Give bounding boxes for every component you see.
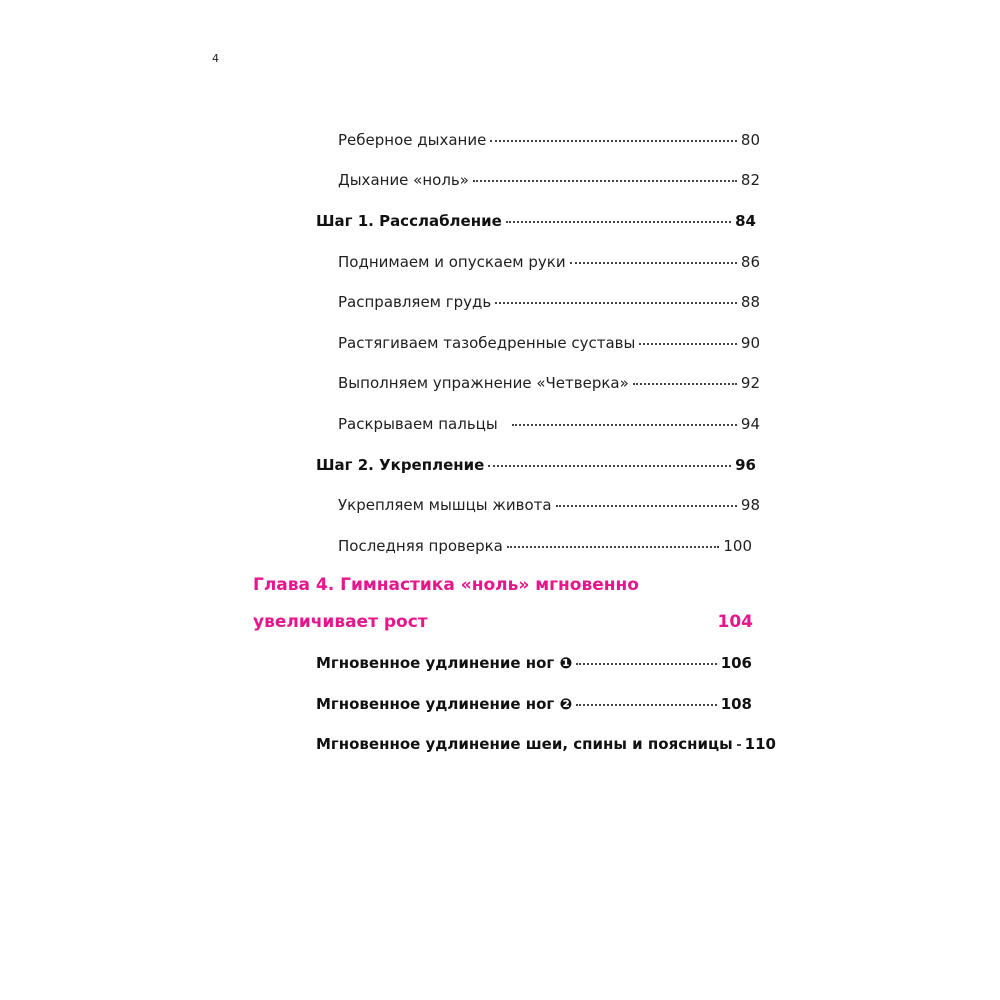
toc-entry-page: 80	[740, 131, 760, 149]
toc-entry[interactable]	[338, 534, 752, 558]
toc-entry[interactable]	[338, 331, 760, 355]
toc-entry-label: Дыхание «ноль»	[338, 171, 469, 189]
toc-entry-page: 90	[740, 334, 760, 352]
toc-entry-label: Мгновенное удлинение ног ❷	[316, 695, 573, 713]
toc-entry-label: Расправляем грудь	[338, 293, 492, 311]
chapter-title-line2: увеличивает рост	[253, 612, 428, 632]
toc-entry-label: Поднимаем и опускаем руки	[338, 253, 566, 271]
dot-leader	[512, 424, 737, 426]
chapter-page: 104	[717, 612, 753, 632]
toc-entry-page: 110	[744, 735, 776, 753]
toc-entry-label: Реберное дыхание	[338, 131, 487, 149]
toc-entry[interactable]	[316, 453, 756, 477]
dot-leader	[576, 663, 717, 665]
toc-entry[interactable]	[316, 209, 756, 233]
toc-entry-label: Мгновенное удлинение ног ❶	[316, 654, 573, 672]
toc-entry-label: Укрепляем мышцы живота	[338, 496, 552, 514]
dot-leader	[488, 465, 731, 467]
toc-entry-page: 100	[723, 537, 752, 555]
toc-entry-page: 98	[740, 496, 760, 514]
toc-entry[interactable]	[316, 651, 752, 675]
toc-entry[interactable]	[338, 371, 760, 395]
toc-entry-label: Шаг 2. Укрепление	[316, 456, 485, 474]
toc-entry-label: Раскрываем пальцы	[338, 415, 498, 433]
dot-leader	[495, 302, 737, 304]
toc-entry[interactable]	[338, 128, 760, 152]
toc-entry[interactable]	[338, 290, 760, 314]
dot-leader	[570, 262, 737, 264]
toc-entry-page: 108	[720, 695, 752, 713]
toc-entry-page: 96	[735, 456, 756, 474]
dot-leader	[576, 704, 717, 706]
toc-entry[interactable]	[316, 692, 752, 716]
toc-entry-label: Растягиваем тазобедренные суставы	[338, 334, 636, 352]
dot-leader	[473, 180, 737, 182]
dot-leader	[639, 343, 737, 345]
toc-entry-page: 106	[720, 654, 752, 672]
toc-entry-label: Шаг 1. Расслабление	[316, 212, 502, 230]
toc-entry-page: 92	[740, 374, 760, 392]
dot-leader	[737, 744, 741, 746]
toc-entry[interactable]	[338, 493, 760, 517]
toc-entry-page: 94	[740, 415, 760, 433]
dot-leader	[633, 383, 737, 385]
toc-entry-label: Выполняем упражнение «Четверка»	[338, 374, 629, 392]
dot-leader	[490, 140, 737, 142]
toc-entry[interactable]	[338, 412, 760, 436]
toc-entry-page: 84	[735, 212, 756, 230]
dot-leader	[506, 221, 731, 223]
toc-entry-label: Последняя проверка	[338, 537, 503, 555]
toc-entry-page: 88	[740, 293, 760, 311]
page-number: 4	[212, 52, 219, 65]
toc-entry-page: 82	[740, 171, 760, 189]
chapter-title-line1: Глава 4. Гимнастика «ноль» мгновенно	[253, 575, 639, 595]
dot-leader	[507, 546, 719, 548]
toc-entry-page: 86	[740, 253, 760, 271]
toc-entry[interactable]	[316, 732, 776, 756]
toc-entry[interactable]	[338, 168, 760, 192]
toc-entry[interactable]	[338, 250, 760, 274]
chapter-heading[interactable]	[253, 573, 753, 634]
toc-entry-label: Мгновенное удлинение шеи, спины и поясницы	[316, 735, 733, 753]
dot-leader	[556, 505, 737, 507]
chapter-title-row2	[253, 610, 753, 634]
